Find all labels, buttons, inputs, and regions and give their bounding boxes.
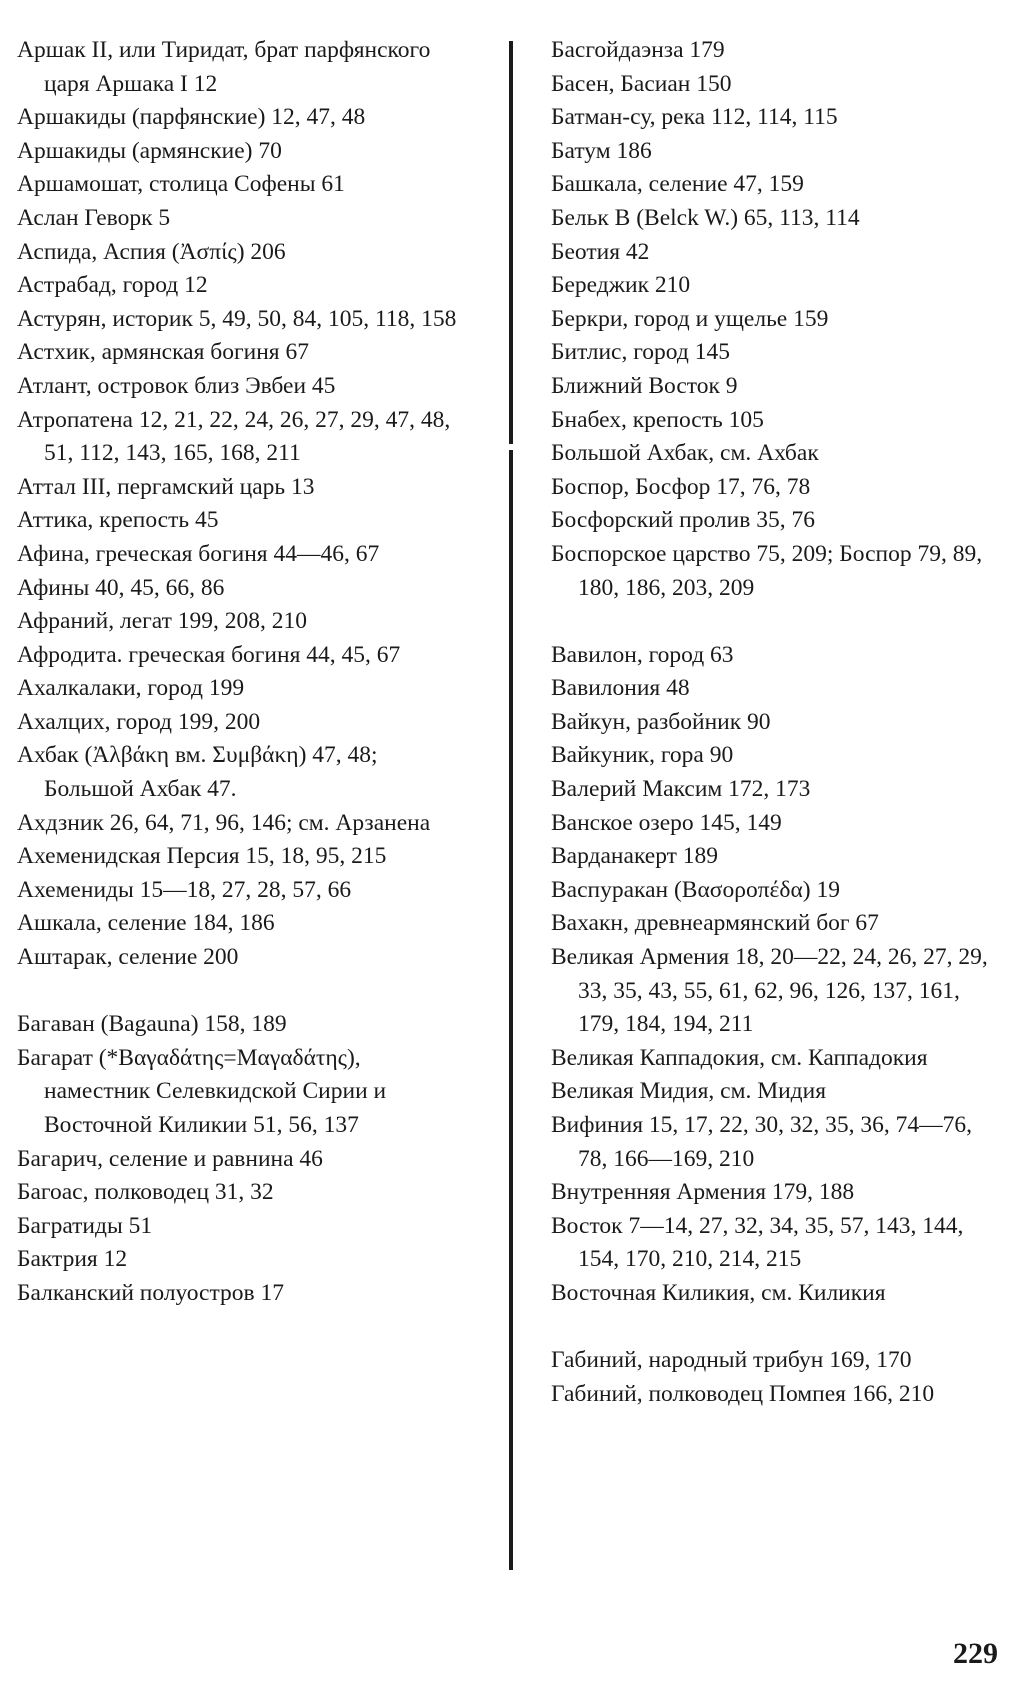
column-divider — [509, 450, 513, 1570]
index-entry: Восток 7—14, 27, 32, 34, 35, 57, 143, 144, 154, 170, 210, 214, 215 — [551, 1212, 964, 1273]
index-entry: Афраний, легат 199, 208, 210 — [17, 608, 307, 635]
index-entry: Аттика, крепость 45 — [17, 507, 219, 534]
index-entry: Великая Мидия, см. Мидия — [551, 1078, 827, 1105]
index-entry: Басгойдаэнза 179 — [551, 37, 725, 63]
page-number: 229 — [953, 1637, 998, 1670]
index-entry: Береджик 210 — [551, 272, 691, 299]
index-entry: Великая Каппадокия, см. Каппадокия — [551, 1044, 928, 1071]
index-entry: Аршамошат, столица Софены 61 — [17, 171, 345, 198]
index-entry: Аршак II, или Тиридат, брат парфянского царя Аршака I 12 — [17, 37, 431, 97]
index-entry: Аршакиды (парфянские) 12, 47, 48 — [17, 104, 366, 131]
index-entry: Великая Армения 18, 20—22, 24, 26, 27, 29, 33, 35, 43, 55, 61, 62, 96, 126, 137, 161, 179, 184, 194, 211 — [551, 944, 988, 1038]
index-entry: Ахалцих, город 199, 200 — [17, 708, 261, 735]
index-entry: Валерий Максим 172, 173 — [551, 776, 811, 803]
index-entry: Астхик, армянская богиня 67 — [17, 339, 309, 366]
index-entry: Беркри, город и ущелье 159 — [551, 305, 829, 332]
index-entry: Ахеменидская Персия 15, 18, 95, 215 — [17, 843, 387, 870]
index-entry: Аспида, Аспия (Ἀσπίς) 206 — [17, 238, 286, 265]
index-entry: Батман-су, река 112, 114, 115 — [551, 104, 838, 131]
index-entry: Вавилония 48 — [551, 675, 690, 702]
index-entry: Багарат (*Βαγαδάτης=Μαγαδάτης), наместник Селевкидской Сирии и Восточной Киликии 51, 56, 137 — [17, 1044, 387, 1138]
index-entry: Аслан Геворк 5 — [17, 204, 171, 231]
index-entry: Вайкун, разбойник 90 — [551, 708, 771, 735]
index-entry: Васпуракан (Βασοροπέδα) 19 — [551, 876, 841, 903]
index-entry: Батум 186 — [551, 137, 652, 164]
index-entry: Ашкала, селение 184, 186 — [17, 910, 275, 937]
index-entry: Вавилон, город 63 — [551, 641, 734, 668]
index-entry: Бнабех, крепость 105 — [551, 406, 764, 433]
index-entry: Габиний, полководец Помпея 166, 210 — [551, 1380, 935, 1407]
index-entry: Боспор, Босфор 17, 76, 78 — [551, 473, 811, 500]
index-entry: Башкала, селение 47, 159 — [551, 171, 804, 198]
index-entry: Ахалкалаки, город 199 — [17, 675, 245, 702]
index-entry: Афина, греческая богиня 44—46, 67 — [17, 540, 380, 567]
index-entry: Ближний Восток 9 — [551, 372, 738, 399]
index-entry: Вифиния 15, 17, 22, 30, 32, 35, 36, 74—76, 78, 166—169, 210 — [551, 1112, 973, 1172]
index-entry: Внутренняя Армения 179, 188 — [551, 1179, 855, 1206]
index-entry: Беотия 42 — [551, 238, 650, 265]
index-entry: Вахакн, древнеармянский бог 67 — [551, 910, 879, 937]
index-entry: Большой Ахбак, см. Ахбак — [551, 440, 819, 467]
index-entry: Багаван (Bagauna) 158, 189 — [17, 1011, 287, 1038]
index-entry: Ахбак (Ἀλβάκη вм. Συμβάκη) 47, 48; Большой Ахбак 47. — [17, 742, 378, 803]
index-entry: Битлис, город 145 — [551, 339, 730, 366]
index-entry: Боспорское царство 75, 209; Боспор 79, 89, 180, 186, 203, 209 — [551, 540, 983, 601]
index-entry: Астрабад, город 12 — [17, 272, 208, 299]
index-entry: Афины 40, 45, 66, 86 — [17, 574, 225, 601]
index-entry: Аршакиды (армянские) 70 — [17, 137, 282, 164]
index-entry: Бельк В (Belck W.) 65, 113, 114 — [551, 204, 860, 231]
section-gap — [551, 1311, 1006, 1345]
index-entry: Ванское озеро 145, 149 — [551, 809, 782, 836]
index-entry: Бактрия 12 — [17, 1246, 128, 1273]
section-gap — [551, 605, 1006, 639]
index-entry: Атропатена 12, 21, 22, 24, 26, 27, 29, 47, 48, 51, 112, 143, 165, 168, 211 — [17, 406, 451, 467]
index-entry: Аштарак, селение 200 — [17, 944, 239, 971]
index-entry: Аттал III, пергамский царь 13 — [17, 473, 315, 500]
index-column-right — [551, 34, 1006, 1411]
index-entry: Вайкуник, гора 90 — [551, 742, 734, 769]
index-entry: Басен, Басиан 150 — [551, 70, 732, 97]
index-entry: Багратиды 51 — [17, 1212, 153, 1239]
index-entry: Габиний, народный трибун 169, 170 — [551, 1347, 912, 1374]
index-entry: Астурян, историк 5, 49, 50, 84, 105, 118, 158 — [17, 305, 457, 332]
index-entry: Босфорский пролив 35, 76 — [551, 507, 815, 534]
index-entry: Балканский полуостров 17 — [17, 1279, 285, 1306]
index-entry: Афродита. греческая богиня 44, 45, 67 — [17, 641, 401, 668]
index-entry: Ахемениды 15—18, 27, 28, 57, 66 — [17, 876, 352, 903]
index-entry: Ахдзник 26, 64, 71, 96, 146; см. Арзанена — [17, 809, 431, 836]
index-entry: Багарич, селение и равнина 46 — [17, 1145, 323, 1172]
column-divider — [509, 41, 513, 444]
index-entry: Атлант, островок близ Эвбеи 45 — [17, 372, 336, 399]
index-entry: Багоас, полководец 31, 32 — [17, 1179, 274, 1206]
index-column-left — [17, 34, 472, 1311]
index-entry: Восточная Киликия, см. Киликия — [551, 1279, 886, 1306]
index-entry: Варданакерт 189 — [551, 843, 719, 870]
section-gap — [17, 975, 472, 1009]
